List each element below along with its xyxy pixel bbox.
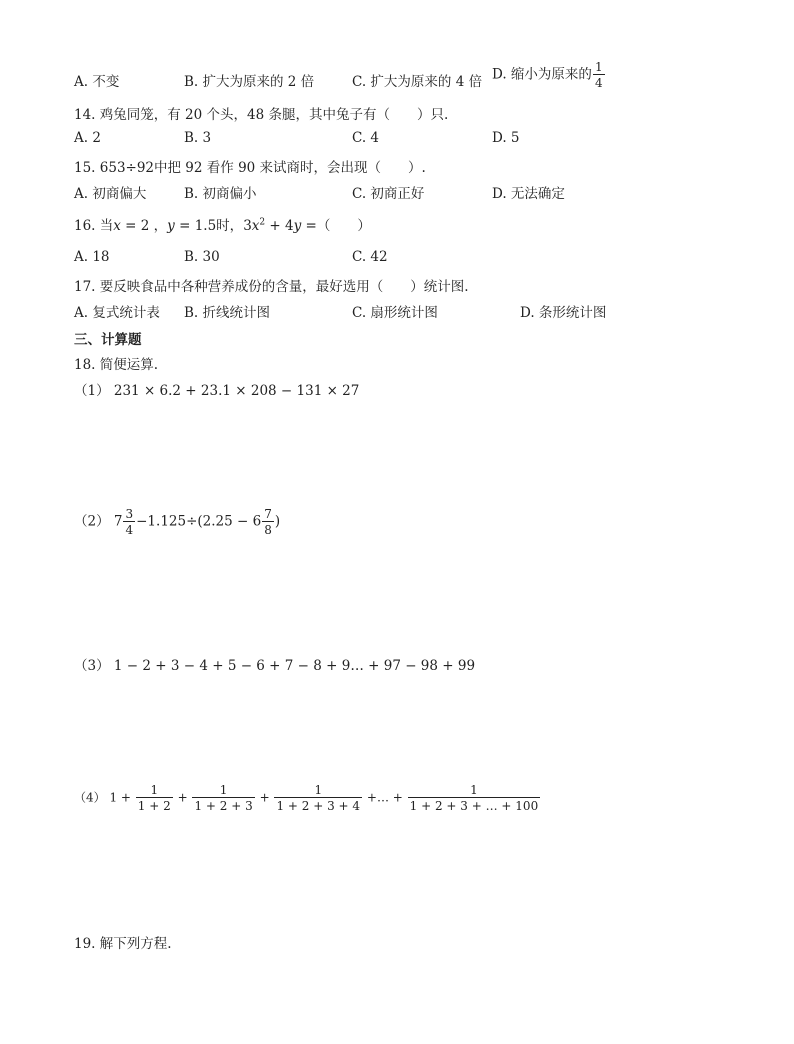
- fraction: $\frac{1}{4}$: [594, 60, 603, 90]
- q14-option-d: D. 5: [492, 130, 520, 146]
- q13-option-b: B. 扩大为原来的 2 倍: [184, 74, 315, 90]
- q16-option-a: A. 18: [74, 249, 110, 265]
- q15-option-a: A. 初商偏大: [74, 186, 147, 202]
- q18-part2: （2） 7 $\frac{3}{4}$ −1.125÷(2.25 − 6 $\frac{7}{8}$ ): [74, 507, 281, 537]
- q14-option-a: A. 2: [74, 130, 101, 146]
- q15-option-b: B. 初商偏小: [184, 186, 257, 202]
- q13-option-d: [492, 61, 606, 89]
- q14-option-c: C. 4: [352, 130, 380, 146]
- q14-option-b: B. 3: [184, 130, 212, 146]
- fraction: $\frac{1}{1 + 2 + 3 + 4}$: [276, 783, 361, 813]
- q17-stem: 17. 要反映食品中各种营养成份的含量，最好选用（ ）统计图.: [74, 279, 469, 295]
- fraction: $\frac{7}{8}$: [264, 507, 272, 537]
- q17-option-a: A. 复式统计表: [74, 305, 160, 321]
- q19-stem: 19. 解下列方程.: [74, 936, 172, 952]
- q18-part3: （3） 1 − 2 + 3 − 4 + 5 − 6 + 7 − 8 + 9… + 97 − 98 + 99: [74, 658, 476, 674]
- q17-option-d: D. 条形统计图: [520, 305, 607, 321]
- q13-option-d-text: D. 缩小为原来的: [492, 66, 592, 83]
- q17-option-b: B. 折线统计图: [184, 305, 271, 321]
- q15-option-c: C. 初商正好: [352, 186, 425, 202]
- q16-option-c: C. 42: [352, 249, 388, 265]
- q15-stem: 15. 653÷92中把 92 看作 90 来试商时，会出现（ ）.: [74, 160, 426, 176]
- fraction: $\frac{1}{1 + 2}$: [137, 783, 171, 813]
- q14-stem: 14. 鸡兔同笼，有 20 个头，48 条腿，其中兔子有（ ）只.: [74, 107, 449, 123]
- q13-option-a: A. 不变: [74, 74, 120, 90]
- q17-option-c: C. 扇形统计图: [352, 305, 438, 321]
- fraction: $\frac{1}{1 + 2 + 3}$: [194, 783, 253, 813]
- q15-option-d: D. 无法确定: [492, 186, 565, 202]
- q13-option-c: C. 扩大为原来的 4 倍: [352, 74, 483, 90]
- section-heading: 三、计算题: [74, 332, 142, 348]
- q16-stem: 16. 当x = 2 ，y = 1.5时，$3x^2 + 4y$ =（ ）: [74, 217, 371, 234]
- q18-part4: （4） 1 + $\frac{1}{1 + 2}$ + $\frac{1}{1 + 2 + 3}$ + $\frac{1}{1 + 2 + 3 + 4}$ +… + $\frac{1}{1 + 2 + 3 + \dots + 100}$: [74, 783, 539, 813]
- q18-part1: （1） 231 × 6.2 + 23.1 × 208 − 131 × 27: [74, 383, 360, 399]
- fraction: $\frac{3}{4}$: [125, 507, 134, 537]
- fraction: $\frac{1}{1 + 2 + 3 + \dots + 100}$: [409, 783, 539, 813]
- q18-stem: 18. 简便运算.: [74, 357, 159, 373]
- q16-option-b: B. 30: [184, 249, 220, 265]
